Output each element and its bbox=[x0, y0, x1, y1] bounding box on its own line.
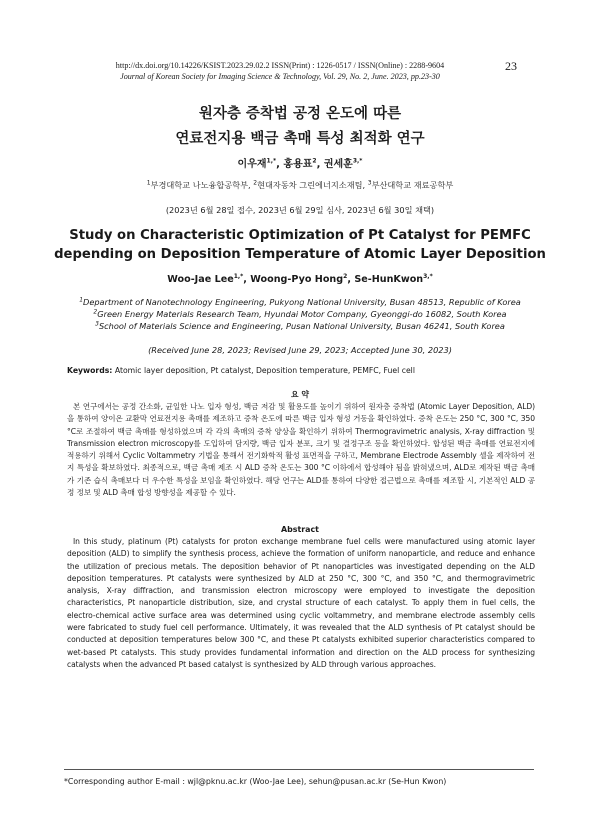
author-superscript: 1,* bbox=[233, 272, 244, 280]
english-authors: Woo-Jae Lee$^{1,*}$, Woong-Pyo Hong$^2$, Se-HunKwon$^{3,*}$ bbox=[167, 272, 433, 285]
keywords-text: Atomic layer deposition, Pt catalyst, Deposition temperature, PEMFC, Fuel cell bbox=[114, 366, 415, 375]
author-superscript: 2 bbox=[312, 157, 317, 165]
keywords-label: Keywords: bbox=[67, 366, 113, 375]
affiliation-text: School of Materials Science and Engineering, Pusan National University, Busan 46241, South Korea bbox=[98, 321, 505, 331]
korean-title-line-2: 연료전지용 백금 촉매 특성 최적화 연구 bbox=[175, 131, 425, 147]
english-affiliation-3 bbox=[30, 320, 570, 332]
korean-abstract-heading: 요 약 bbox=[291, 390, 309, 399]
author-superscript: 3,* bbox=[423, 272, 433, 280]
author-name: Woong-Pyo Hong bbox=[250, 274, 344, 285]
journal-citation-line: Journal of Korean Society for Imaging Science & Technology, Vol. 29, No. 2, June. 2023, pp.23-30 bbox=[120, 72, 440, 81]
affiliation-text: 부경대학교 나노융합공학부, bbox=[150, 180, 254, 190]
author-superscript: 3,* bbox=[352, 157, 363, 165]
english-title-line-1: Study on Characteristic Optimization of Pt Catalyst for PEMFC bbox=[69, 228, 531, 243]
author-superscript: 2 bbox=[343, 272, 348, 280]
affiliation-superscript: 1 bbox=[79, 296, 84, 304]
affiliation-text: 현대자동차 그린에너지소재팀, bbox=[257, 180, 368, 190]
english-affiliation-2 bbox=[30, 308, 570, 320]
korean-title-line-1: 원자층 증착법 공정 온도에 따른 bbox=[198, 106, 402, 122]
page-number: 23 bbox=[505, 59, 517, 73]
affiliation-text: Green Energy Materials Research Team, Hyundai Motor Company, Gyeonggi-do 16082, South Korea bbox=[97, 309, 507, 319]
footnote-divider bbox=[64, 769, 534, 770]
doi-issn-line: http://dx.doi.org/10.14226/KSIST.2023.29.02.2 ISSN(Print) : 1226-0517 / ISSN(Online) : 2288-9604 bbox=[115, 61, 445, 70]
english-title-line-2: depending on Deposition Temperature of Atomic Layer Deposition bbox=[54, 247, 546, 262]
korean-abstract-body: 본 연구에서는 공정 간소화, 균일한 나노 입자 형성, 백금 저감 및 활용도를 높이기 위하여 원자층 증착법 (Atomic Layer Deposition, ALD)을 통하여 양이온 교환막 연료전지용 촉매를 제조하고 증착 온도에 따른 백금 입자 형성 거동을 확인하였다. 증착 온도는 250 °C, 300 °C, 350 °C로 조절하여 백금 촉매를 형성하였으며 각 각의 촉매의 증착 양상을 확인하기 위하여 Thermogravimetric analysis, X-ray diffraction 및 Transmission electron microscopy를 도입하여 담지량, 백금 입자 분포, 크기 및 결정구조 등을 확인하였다. 합성된 백금 촉매를 연료전지에 적용하기 위해서 Cyclic Voltammetry 기법을 통해서 전기화학적 활성 표면적을 구하고, Membrane Electrode Assembly 셀을 제작하여 전지 특성을 확보하였다. 최종적으로, 백금 촉매 제조 시 ALD 증착 온도는 300 °C 이하에서 합성해야 됨을 밝혀냈으며, ALD로 제작된 백금 촉매가 기존 습식 촉매보다 더 우수한 특성을 보임을 확인하였다. 해당 연구는 ALD를 통하여 다양한 접근법으로 촉매를 제조할 시, 기본적인 ALD 공정 정보 및 ALD 촉매 합성 방향성을 제공할 수 있다. bbox=[67, 402, 535, 498]
author-name: Se-HunKwon bbox=[354, 274, 424, 285]
abstract-heading: Abstract bbox=[281, 525, 319, 534]
abstract-body: In this study, platinum (Pt) catalysts for proton exchange membrane fuel cells were manufactured using atomic layer deposition (ALD) to simplify the synthesis process, achieve the formation of uniform nanoparticle, and reduce and enhance the utilization of precious metals. The deposition behavior of Pt nanoparticles was investigated depending on the ALD deposition temperatures. Pt catalysts were synthesized by ALD at 250 °C, 300 °C, and 350 °C, and thermogravimetric analysis, X-ray diffraction, and transmission electron microscopy were employed to investigate the deposition characteristics, Pt nanoparticle distribution, size, and crystal structure of each catalyst. To apply them in fuel cells, the electro-chemical active surface area was determined using cyclic voltammetry, and membrane electrode assembly cells were fabricated to study fuel cell performance. Ultimately, it was revealed that the ALD synthesis of Pt catalyst should be conducted at deposition temperatures below 300 °C, and these Pt catalysts exhibited superior characteristics compared to wet-based Pt catalysts. This study provides fundamental information and direction on the ALD process for synthesizing catalysts when the advanced Pt based catalyst is synthesized by ALD through various approaches. bbox=[67, 537, 535, 669]
author-superscript: 1,* bbox=[266, 157, 277, 165]
english-received-dates: (Received June 28, 2023; Revised June 29, 2023; Accepted June 30, 2023) bbox=[148, 345, 452, 355]
affiliation-superscript: 2 bbox=[93, 308, 98, 316]
affiliation-superscript: 1 bbox=[146, 179, 151, 187]
author-name: 이우재 bbox=[237, 159, 267, 170]
affiliation-superscript: 2 bbox=[253, 179, 258, 187]
corresponding-author-footnote: *Corresponding author E-mail : wjl@pknu.ac.kr (Woo-Jae Lee), sehun@pusan.ac.kr (Se-Hun Kwon) bbox=[64, 777, 447, 786]
korean-affiliations bbox=[40, 180, 560, 191]
affiliation-superscript: 3 bbox=[367, 179, 372, 187]
korean-authors: 이우재$^{1,*}$, 홍용표$^2$, 권세훈$^{3,*}$ bbox=[237, 157, 363, 170]
keywords bbox=[67, 366, 537, 375]
affiliation-superscript: 3 bbox=[95, 320, 99, 328]
author-name: Woo-Jae Lee bbox=[167, 274, 234, 285]
affiliation-text: 부산대학교 재료공학부 bbox=[371, 180, 454, 190]
author-name: 권세훈 bbox=[323, 159, 353, 170]
author-name: 홍용표 bbox=[283, 159, 313, 170]
korean-received-dates: (2023년 6월 28일 접수, 2023년 6월 29일 심사, 2023년 6월 30일 채택) bbox=[165, 205, 435, 215]
english-affiliation-1 bbox=[30, 296, 570, 308]
affiliation-text: Department of Nanotechnology Engineering, Pukyong National University, Busan 48513, Republic of Korea bbox=[83, 297, 521, 307]
